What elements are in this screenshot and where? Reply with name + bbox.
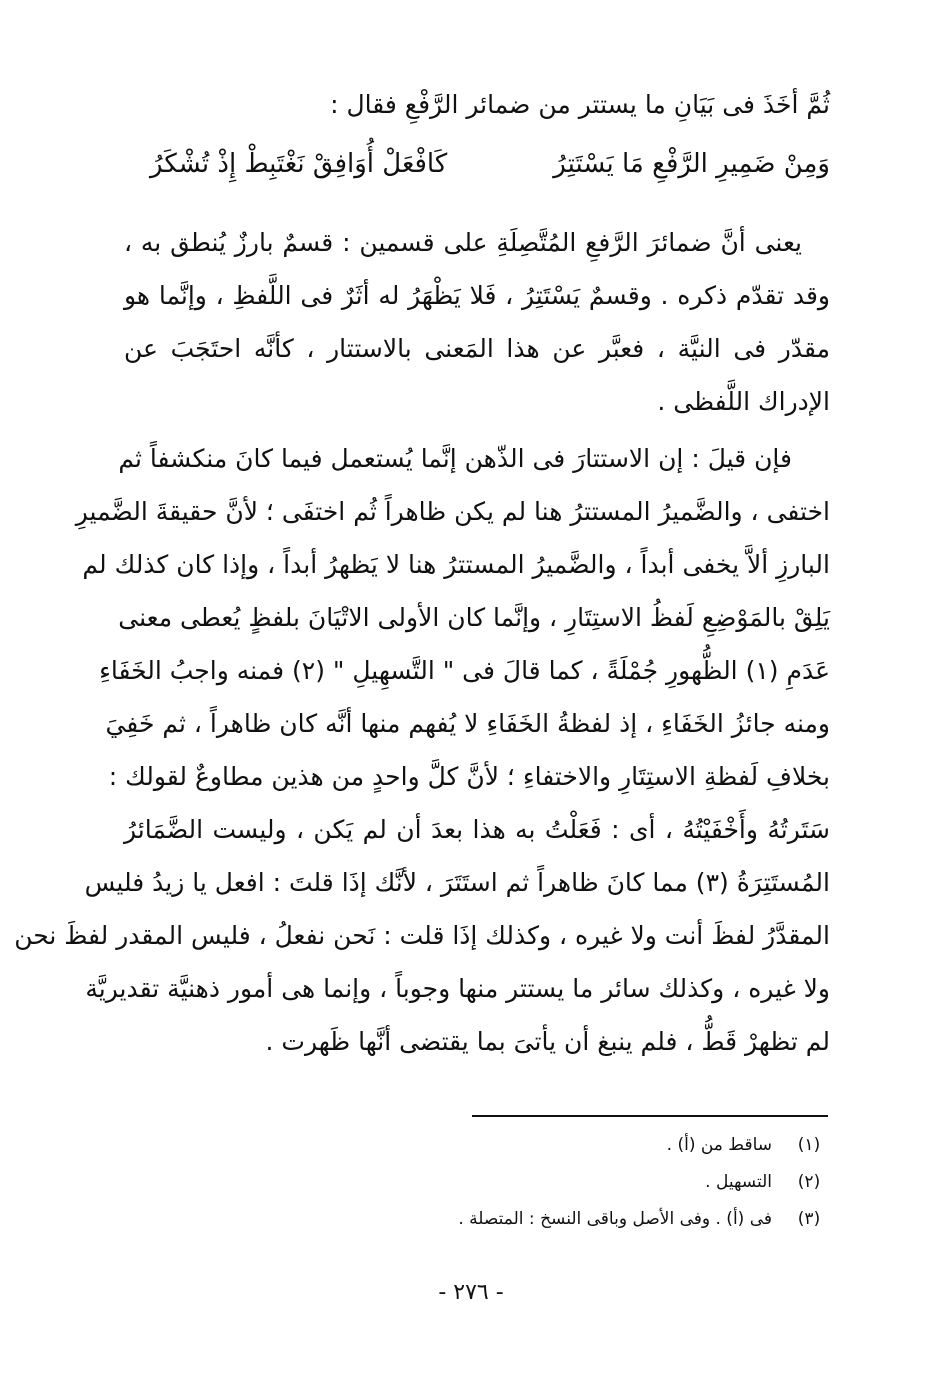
paragraph-2-line-12: لم تظهرْ قَطُّ ، فلم ينبغ أن يأتىَ بما يقتضى أنَّها ظَهرت . (265, 1027, 830, 1056)
paragraph-1-line-2: وقد تقدّم ذكره . وقسمٌ يَسْتَتِرُ ، فَلا يَظْهَرُ له أثَرٌ فى اللَّفظِ ، وإنَّما هو (124, 281, 830, 310)
footnote-number: (٢) (797, 1172, 821, 1192)
poem-verse (150, 146, 830, 182)
verse-first-hemistich: وَمِنْ ضَمِيرِ الرَّفْعِ مَا يَسْتَتِرُ (553, 149, 830, 179)
paragraph-2-line-4: يَلِقْ بالمَوْضِعِ لَفظُ الاستِتَارِ ، وإنَّما كان الأولى الاتْيَانَ بلفظٍ يُعطى معنى (118, 603, 830, 632)
paragraph-2-line-11: ولا غيره ، وكذلك سائر ما يستتر منها وجوباً ، وإنما هى أمور ذهنيَّة تقديريَّة (85, 974, 830, 1003)
paragraph-2-line-2: اختفى ، والضَّميرُ المستترُ هنا لم يكن ظاهراً ثُم اختفَى ؛ لأنَّ حقيقةَ الضَّميرِ (75, 497, 830, 526)
paragraph-2-line-1: فإن قيلَ : إن الاستتارَ فى الذّهن إنَّما يُستعمل فيما كانَ منكشفاً ثم (118, 444, 792, 473)
footnote-divider (472, 1115, 828, 1117)
paragraph-1-line-1: يعنى أنَّ ضمائرَ الرَّفعِ المُتَّصِلَةِ على قسمين : قسمٌ بارزٌ يُنطق به ، (124, 228, 802, 257)
footnote-1 (667, 1133, 824, 1157)
footnote-2 (705, 1170, 824, 1194)
paragraph-2-line-7: بخلافِ لَفظةِ الاستِتَارِ والاختفاءِ ؛ لأنَّ كلَّ واحدٍ من هذين مطاوعٌ لقولك : (108, 762, 830, 791)
paragraph-1-line-3: مقدّر فى النيَّة ، فعبَّر عن هذا المَعنى بالاستتار ، كأنَّه احتَجَبَ عن (124, 334, 830, 363)
footnote-text: التسهيل . (705, 1172, 772, 1192)
paragraph-2-line-3: البارزِ ألاَّ يخفى أبداً ، والضَّميرُ المستترُ هنا لا يَظهرُ أبداً ، وإذا كان كذلك لم (82, 550, 830, 579)
footnote-3 (458, 1207, 824, 1231)
paragraph-2-line-6: ومنه جائزُ الخَفَاءِ ، إذ لفظةُ الخَفَاءِ لا يُفهم منها أنَّه كان ظاهراً ، ثم خَفِيَ (105, 709, 830, 738)
page-number: - ٢٧٦ - (438, 1280, 504, 1305)
paragraph-2-line-9: المُستَتِرَةُ (٣) مما كانَ ظاهراً ثم استَتَرَ ، لأنَّك إذَا قلتَ : افعل يا زيدُ فليس (84, 868, 830, 897)
footnote-text: فى (أ) . وفى الأصل وباقى النسخ : المتصلة . (458, 1209, 772, 1229)
intro-line: ثُمَّ أخَذَ فى بَيَانِ ما يستتر من ضمائر الرَّفْعِ فقال : (330, 90, 830, 119)
footnote-number: (٣) (797, 1209, 821, 1229)
footnote-text: ساقط من (أ) . (666, 1135, 772, 1155)
paragraph-2-line-5: عَدَمِ (١) الظُّهورِ جُمْلَةً ، كما قالَ فى " التَّسهِيلِ " (٢) فمنه واجبُ الخَفَاءِ (99, 656, 830, 685)
paragraph-2-line-10: المقدَّرُ لفظَ أنت ولا غيره ، وكذلك إذَا قلت : نَحن نفعلُ ، فليس المقدر لفظَ نحن (14, 921, 830, 950)
paragraph-1-line-4: الإدراك اللَّفظى . (657, 387, 830, 416)
footnote-number: (١) (797, 1135, 821, 1155)
paragraph-2-line-8: سَتَرتُهُ وأَخْفَيْتُهُ ، أى : فَعَلْتُ به هذا بعدَ أن لم يَكن ، وليست الضَّمَائرُ (124, 815, 830, 844)
verse-second-hemistich: كَافْعَلْ أُوَافِقْ نَغْتَبِطْ إِذْ تُشْكَرُ (150, 149, 448, 179)
